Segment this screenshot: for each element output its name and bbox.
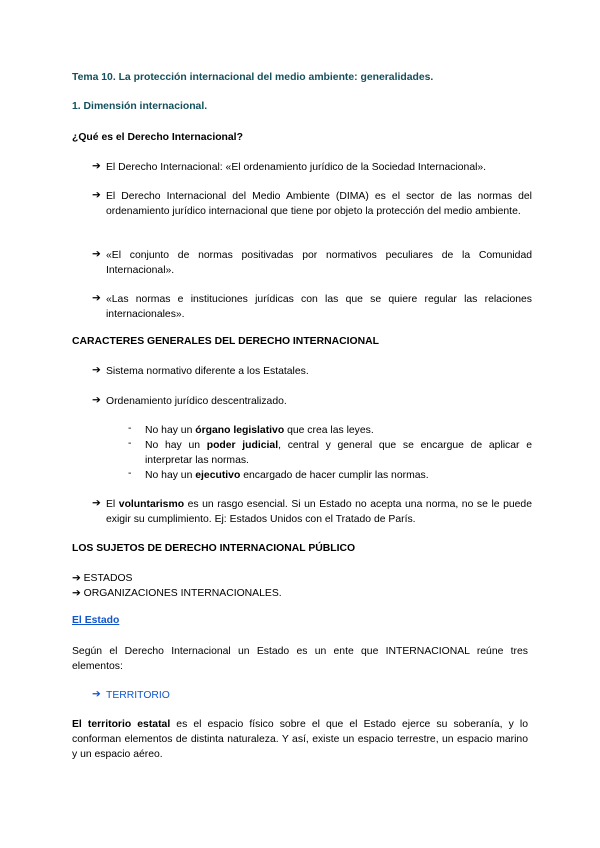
list-item xyxy=(72,571,532,586)
list-item-text: El Derecho Internacional: «El ordenamiento jurídico de la Sociedad Internacional». xyxy=(106,162,487,173)
arrow-icon: ➔ xyxy=(92,498,101,509)
list-item xyxy=(92,364,532,379)
list-item-text: Sistema normativo diferente a los Estatales. xyxy=(106,366,309,377)
list-item xyxy=(92,292,532,322)
arrow-icon: ➔ xyxy=(72,588,81,599)
sub-list-item xyxy=(128,423,532,438)
list-item xyxy=(92,497,532,527)
arrow-icon: ➔ xyxy=(92,249,101,260)
arrow-icon: ➔ xyxy=(92,365,101,376)
dash-marker: - xyxy=(128,438,132,449)
list-item-text: Ordenamiento jurídico descentralizado. xyxy=(106,396,287,407)
arrow-icon: ➔ xyxy=(92,190,101,201)
list-item-text: «Las normas e instituciones jurídicas con las que se quiere regular las relaciones internacionales». xyxy=(106,294,532,320)
list-item-text: El voluntarismo es un rasgo esencial. Si un Estado no acepta una norma, no se le puede exigir su cumplimiento. Ej: Estados Unidos con el Tratado de París. xyxy=(106,499,532,525)
sub-list-item xyxy=(128,468,532,483)
list-item xyxy=(72,586,532,601)
territorio-paragraph: El territorio estatal es el espacio físico sobre el que el Estado ejerce su soberanía, y lo conforman elementos de distinta naturaleza. Y así, existe un espacio terrestre, un espacio marino y un espacio aéreo. xyxy=(72,719,528,760)
dash-marker: - xyxy=(128,423,132,434)
section-heading: 1. Dimensión internacional. xyxy=(72,101,208,112)
caracteres-heading: CARACTERES GENERALES DEL DERECHO INTERNACIONAL xyxy=(72,336,379,347)
list-item-text: «El conjunto de normas positivadas por normativos peculiares de la Comunidad Internacional». xyxy=(106,250,532,276)
arrow-icon: ➔ xyxy=(92,161,101,172)
sub-list-item-text: No hay un poder judicial, central y general que se encargue de aplicar e interpretar las normas. xyxy=(145,440,532,466)
arrow-icon: ➔ xyxy=(92,293,101,304)
territorio-label: TERRITORIO xyxy=(106,690,170,701)
document-title: Tema 10. La protección internacional del medio ambiente: generalidades. xyxy=(72,72,434,83)
list-item xyxy=(92,248,532,278)
sujetos-heading: LOS SUJETOS DE DERECHO INTERNACIONAL PÚBLICO xyxy=(72,543,356,554)
arrow-icon: ➔ xyxy=(92,689,101,700)
list-item xyxy=(92,688,532,703)
estado-link[interactable]: El Estado xyxy=(72,615,120,626)
question-heading: ¿Qué es el Derecho Internacional? xyxy=(72,132,243,143)
list-item-text: ESTADOS xyxy=(83,573,133,584)
sub-list-item xyxy=(128,438,532,468)
list-item-text: ORGANIZACIONES INTERNACIONALES. xyxy=(83,588,282,599)
estado-intro-paragraph: Según el Derecho Internacional un Estado es un ente que INTERNACIONAL reúne tres elementos: xyxy=(72,646,528,672)
list-item-text: El Derecho Internacional del Medio Ambiente (DIMA) es el sector de las normas del ordenamiento jurídico internacional que tiene por objeto la protección del medio ambiente. xyxy=(106,191,532,217)
list-item xyxy=(92,189,532,219)
list-item xyxy=(92,394,532,409)
sub-list-item-text: No hay un ejecutivo encargado de hacer cumplir las normas. xyxy=(145,470,429,481)
arrow-icon: ➔ xyxy=(72,573,81,584)
list-item xyxy=(92,160,532,175)
dash-marker: - xyxy=(128,468,132,479)
sub-list-item-text: No hay un órgano legislativo que crea las leyes. xyxy=(145,425,374,436)
arrow-icon: ➔ xyxy=(92,395,101,406)
